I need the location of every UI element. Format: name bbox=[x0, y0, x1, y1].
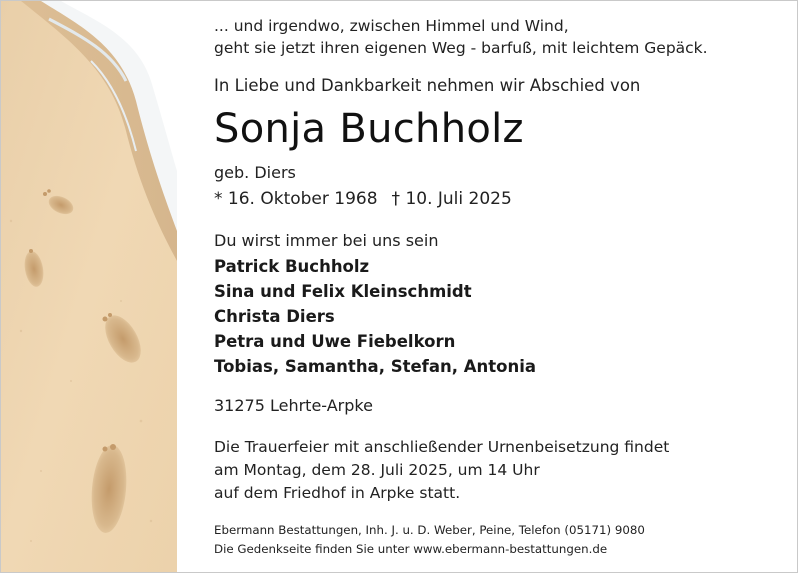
family-intro: Du wirst immer bei uns sein bbox=[214, 231, 439, 250]
mourner-name: Christa Diers bbox=[214, 307, 335, 326]
deceased-name: Sonja Buchholz bbox=[214, 106, 524, 152]
beach-footprints-image bbox=[1, 1, 177, 572]
verse-line-1: ... und irgendwo, zwischen Himmel und Wind, bbox=[214, 17, 569, 35]
residence: 31275 Lehrte-Arpke bbox=[214, 396, 373, 415]
mourner-name: Patrick Buchholz bbox=[214, 257, 370, 276]
service-line-1: Die Trauerfeier mit anschließender Urnenbeisetzung findet bbox=[214, 438, 670, 456]
life-dates bbox=[214, 189, 512, 209]
mourner-name: Sina und Felix Kleinschmidt bbox=[214, 282, 472, 301]
memorial-page-info: Die Gedenkseite finden Sie unter www.ebermann-bestattungen.de bbox=[214, 542, 608, 556]
verse-line-2: geht sie jetzt ihren eigenen Weg - barfuß, mit leichtem Gepäck. bbox=[214, 39, 708, 57]
death-date: † 10. Juli 2025 bbox=[391, 189, 512, 209]
funeral-home-info: Ebermann Bestattungen, Inh. J. u. D. Weber, Peine, Telefon (05171) 9080 bbox=[214, 523, 645, 537]
birth-date: * 16. Oktober 1968 bbox=[214, 189, 378, 209]
maiden-name: geb. Diers bbox=[214, 163, 296, 182]
farewell-intro: In Liebe und Dankbarkeit nehmen wir Abschied von bbox=[214, 76, 641, 95]
service-line-3: auf dem Friedhof in Arpke statt. bbox=[214, 484, 461, 502]
service-line-2: am Montag, dem 28. Juli 2025, um 14 Uhr bbox=[214, 461, 540, 479]
mourner-name: Petra und Uwe Fiebelkorn bbox=[214, 332, 456, 351]
mourner-name: Tobias, Samantha, Stefan, Antonia bbox=[214, 357, 537, 376]
